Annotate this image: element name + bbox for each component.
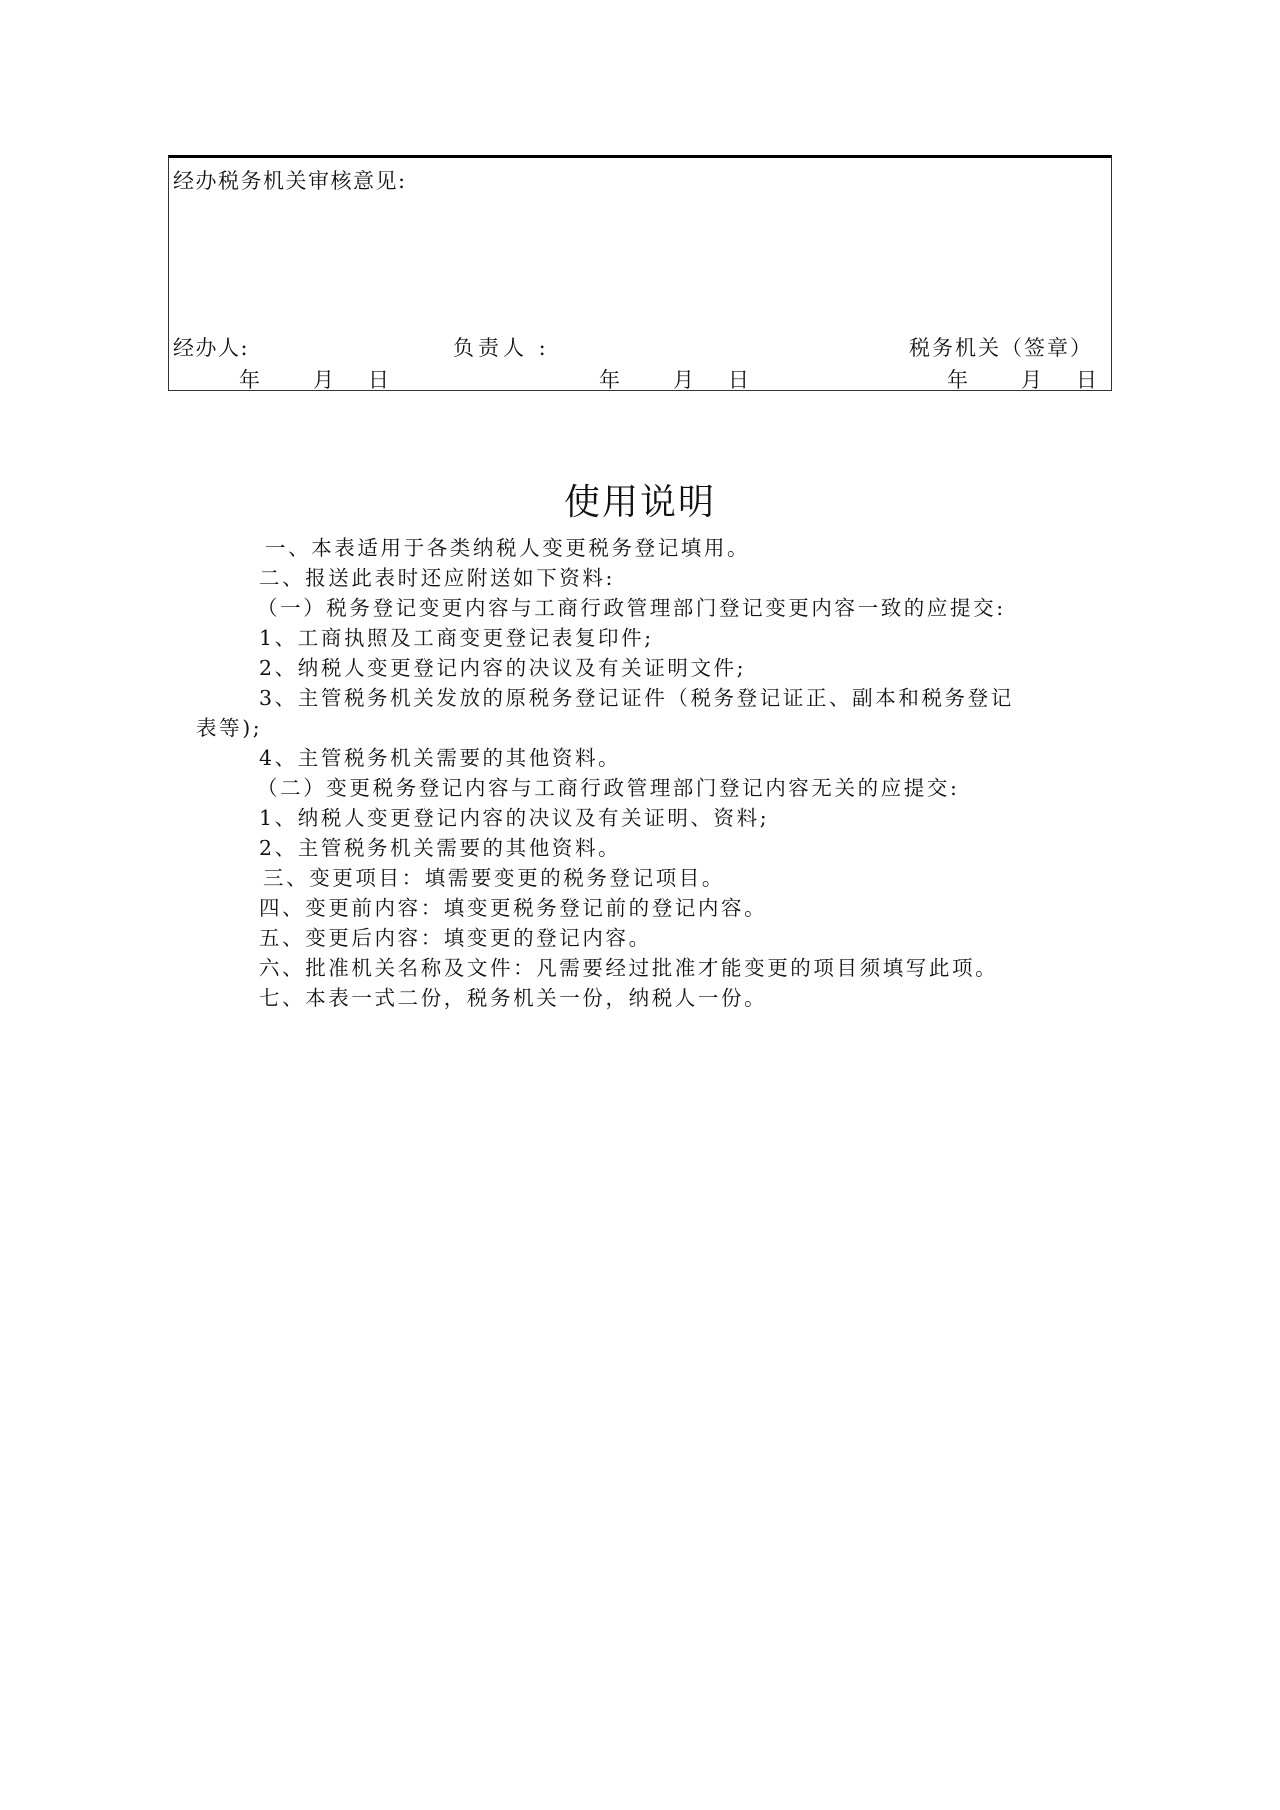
year-label: 年 xyxy=(947,368,968,392)
handler-date-field xyxy=(239,364,398,394)
tax-authority-seal-label: 税务机关（签章） xyxy=(909,336,1093,360)
month-label: 月 xyxy=(673,368,694,392)
instruction-line: 二、报送此表时还应附送如下资料: xyxy=(259,566,616,590)
day-label: 日 xyxy=(368,368,389,392)
instruction-line: 四、变更前内容：填变更税务登记前的登记内容。 xyxy=(259,896,768,920)
signature-row xyxy=(169,332,1111,362)
instruction-line: 表等); xyxy=(196,716,263,740)
month-label: 月 xyxy=(1021,368,1042,392)
responsible-person-label: 负责人 : xyxy=(453,336,550,360)
month-label: 月 xyxy=(313,368,334,392)
instruction-line: 3、主管税务机关发放的原税务登记证件（税务登记证正、副本和税务登记 xyxy=(259,686,1014,710)
instruction-line: （二）变更税务登记内容与工商行政管理部门登记内容无关的应提交: xyxy=(257,776,960,800)
instruction-line: 三、变更项目：填需要变更的税务登记项目。 xyxy=(263,866,725,890)
instruction-line: 4、主管税务机关需要的其他资料。 xyxy=(259,746,622,770)
tax-authority-review-box xyxy=(168,155,1112,391)
instruction-line: 一、本表适用于各类纳税人变更税务登记填用。 xyxy=(265,536,751,560)
instruction-line: （一）税务登记变更内容与工商行政管理部门登记变更内容一致的应提交: xyxy=(257,596,1006,620)
instruction-line: 1、纳税人变更登记内容的决议及有关证明、资料; xyxy=(259,806,770,830)
instructions-title: 使用说明 xyxy=(563,482,716,523)
instruction-line: 六、批准机关名称及文件：凡需要经过批准才能变更的项目须填写此项。 xyxy=(259,956,999,980)
instruction-line: 1、工商执照及工商变更登记表复印件; xyxy=(259,626,654,650)
authority-date-field xyxy=(947,364,1106,394)
year-label: 年 xyxy=(239,368,260,392)
day-label: 日 xyxy=(1076,368,1097,392)
review-opinion-heading: 经办税务机关审核意见: xyxy=(173,169,407,193)
instruction-line: 2、主管税务机关需要的其他资料。 xyxy=(259,836,622,860)
handler-signature-label: 经办人: xyxy=(173,336,250,360)
instruction-line: 2、纳税人变更登记内容的决议及有关证明文件; xyxy=(259,656,747,680)
year-label: 年 xyxy=(599,368,620,392)
date-row xyxy=(169,364,1111,394)
instruction-line: 五、变更后内容：填变更的登记内容。 xyxy=(259,926,652,950)
day-label: 日 xyxy=(728,368,749,392)
responsible-date-field xyxy=(599,364,758,394)
instruction-line: 七、本表一式二份，税务机关一份，纳税人一份。 xyxy=(259,986,768,1010)
